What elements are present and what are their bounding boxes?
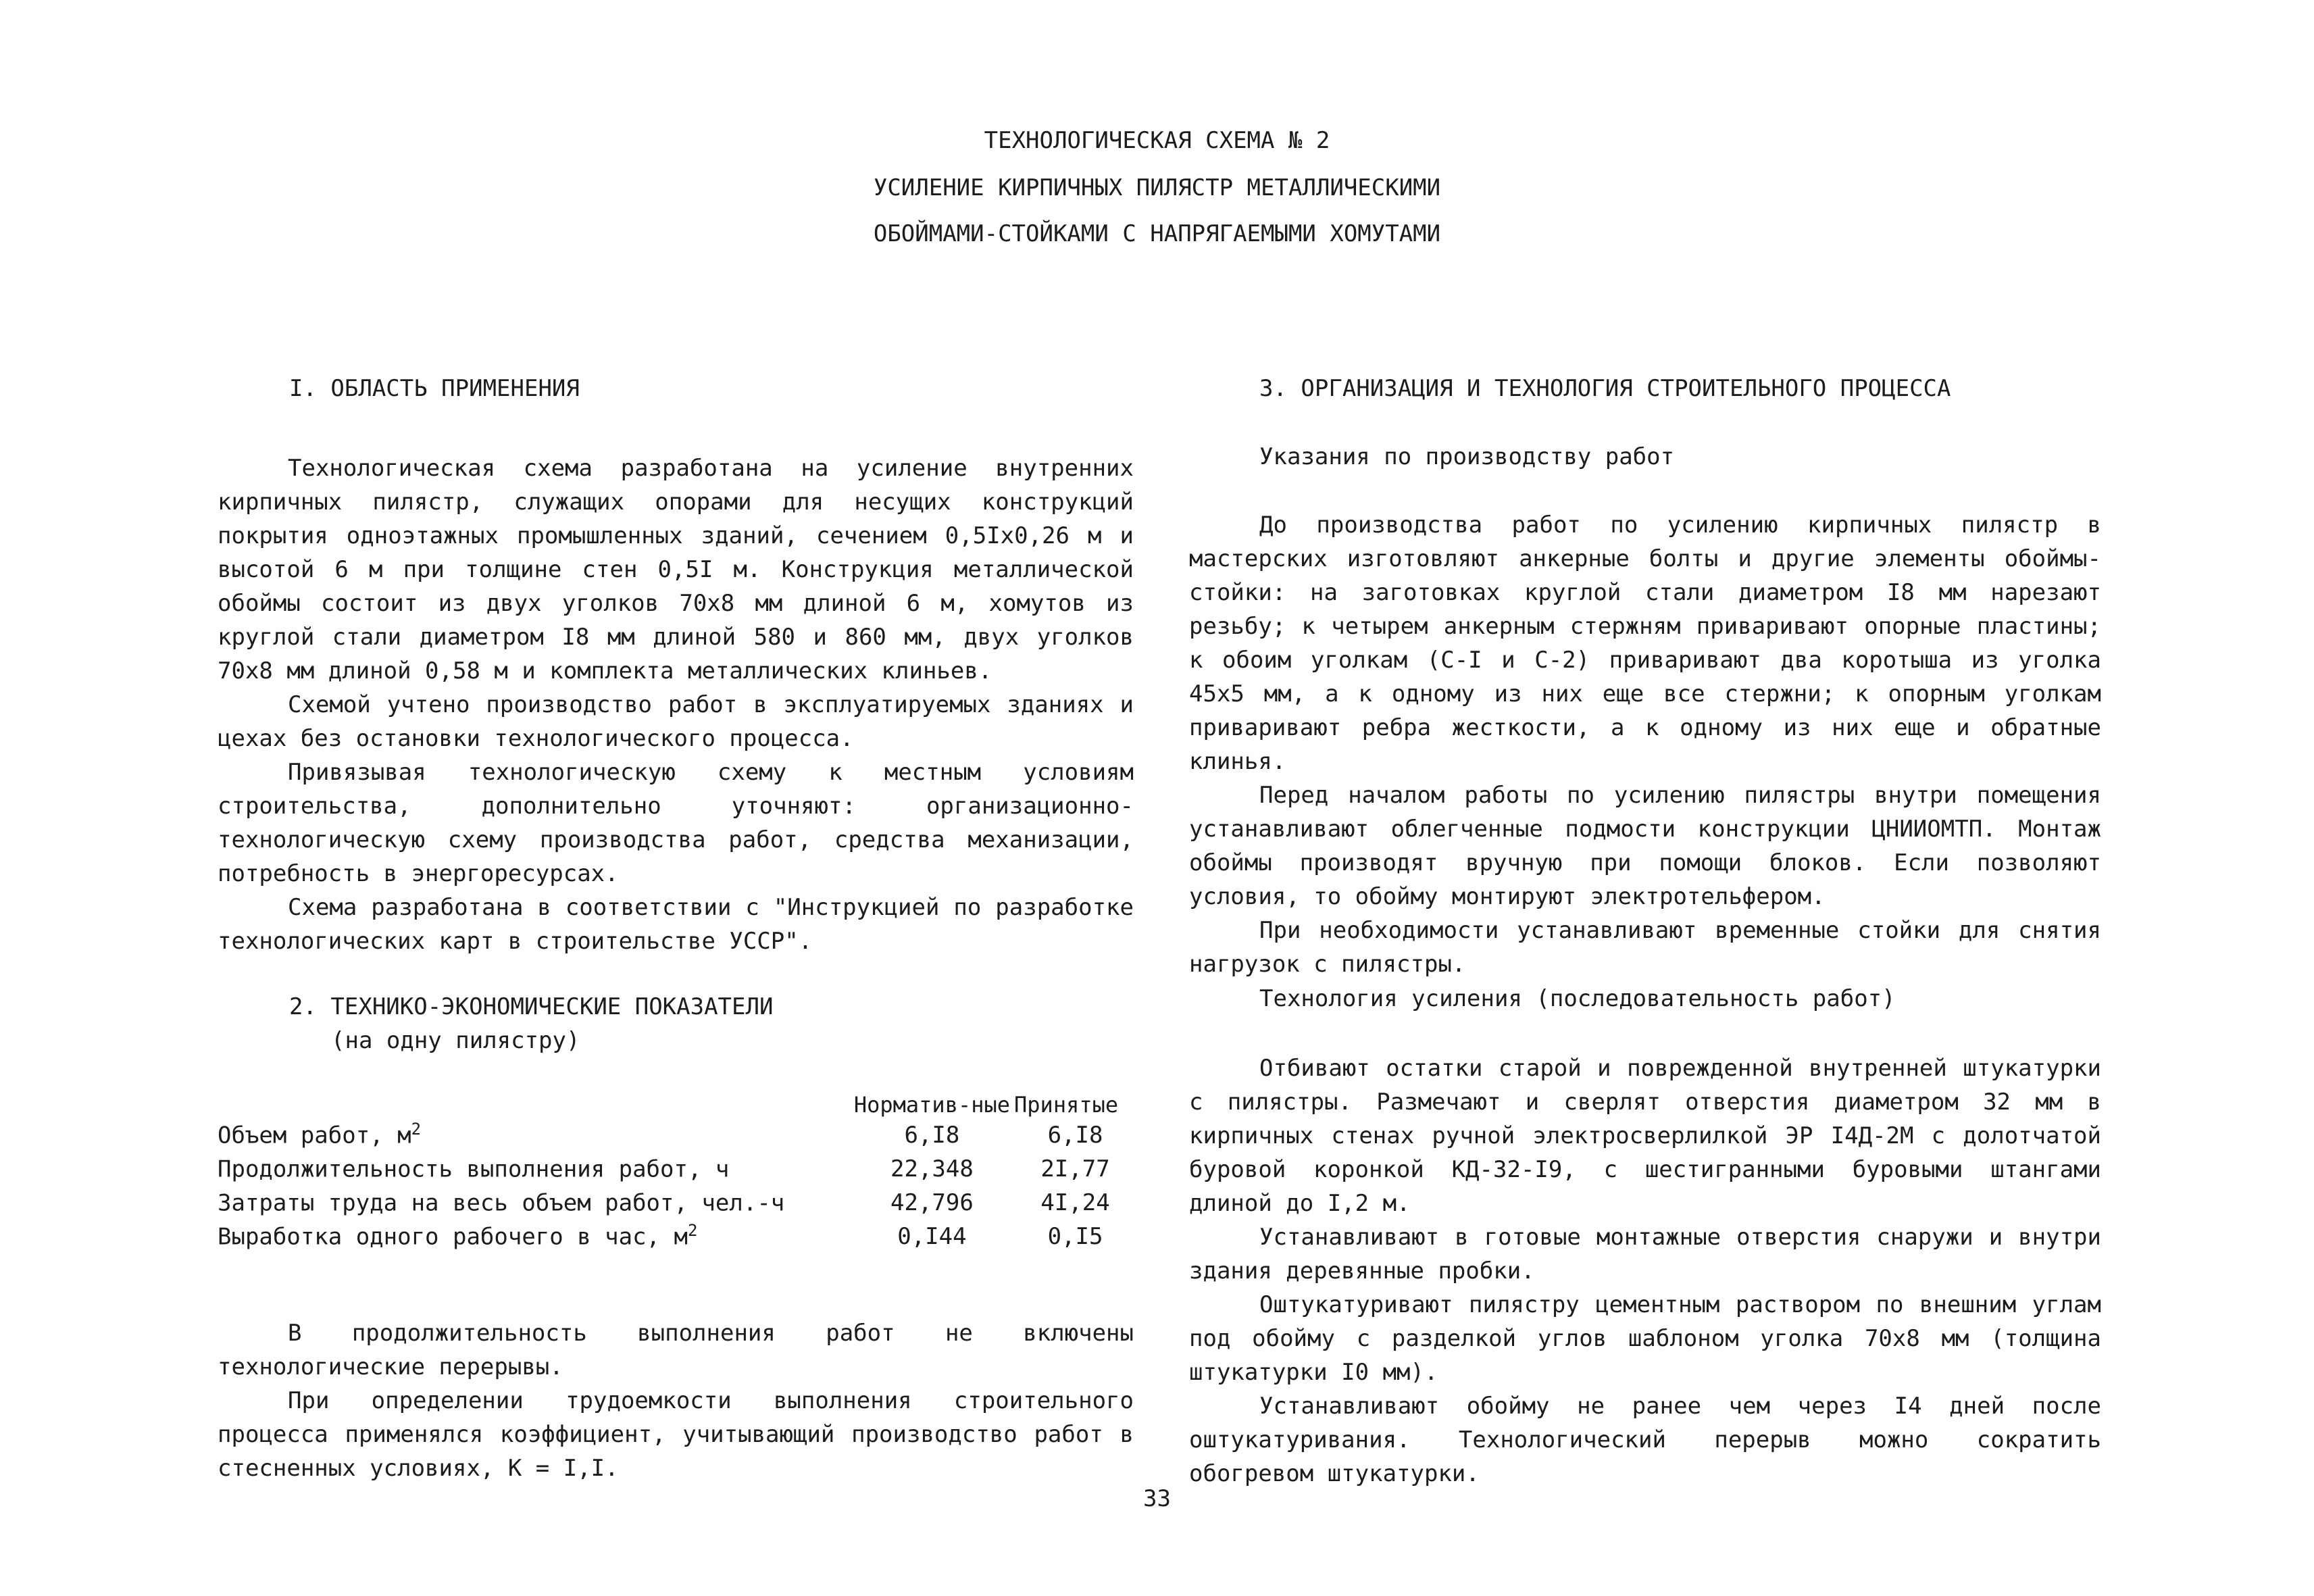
- section-2-subheading: (на одну пилястру): [331, 1027, 580, 1054]
- row-accepted-value: 0,I5: [1047, 1223, 1103, 1250]
- row-label-superscript: 2: [411, 1119, 422, 1139]
- subheading-work-instructions: Указания по производству работ: [1259, 443, 1675, 470]
- row-normative-value: 22,348: [890, 1155, 974, 1182]
- column-header-accepted: Принятые: [1014, 1092, 1119, 1118]
- row-normative-value: 0,I44: [897, 1223, 967, 1250]
- indicators-table: [218, 1092, 1140, 1250]
- right-column-body-2: [1189, 1051, 2101, 1491]
- left-paragraph-6: При определении трудоемкости выполнения строительного процесса применялся коэффициент, учитывающий производство работ в стесненных условиях, К = I,I.: [218, 1387, 1134, 1482]
- table-row: [218, 1149, 1140, 1182]
- row-label: Затраты труда на весь объем работ, чел.-ч: [218, 1189, 785, 1216]
- right-paragraph-6: Оштукатуривают пилястру цементным раствором по внешним углам под обойму с разделкой углов шаблоном уголка 70х8 мм (толщина штукатурки I0 мм).: [1189, 1291, 2101, 1386]
- row-label-superscript: 2: [687, 1220, 698, 1240]
- right-column-body-1: [1189, 508, 2101, 981]
- left-paragraph-2: Схемой учтено производство работ в эксплуатируемых зданиях и цехах без остановки технологического процесса.: [218, 691, 1134, 752]
- row-accepted-value: 6,I8: [1047, 1122, 1103, 1149]
- scheme-title: ТЕХНОЛОГИЧЕСКАЯ СХЕМА № 2: [984, 127, 1330, 154]
- left-column-footer: [218, 1316, 1134, 1485]
- left-paragraph-4: Схема разработана в соответствии с "Инструкцией по разработке технологических карт в строительстве УССР".: [218, 894, 1134, 955]
- page-number: 33: [1143, 1485, 1171, 1512]
- right-paragraph-5: Устанавливают в готовые монтажные отверстия снаружи и внутри здания деревянные пробки.: [1189, 1224, 2101, 1285]
- table-row: [218, 1182, 1140, 1216]
- table-row: [218, 1115, 1140, 1149]
- left-paragraph-1: Технологическая схема разработана на усиление внутренних кирпичных пилястр, служащих опорами для несущих конструкций покрытия одноэтажных промышленных зданий, сечением 0,5Iх0,26 м и высотой 6 м при толщине стен 0,5I м. Конструкция металлической обоймы состоит из двух уголков 70х8 мм длиной 6 м, хомутов из круглой стали диаметром I8 мм длиной 580 и 860 мм, двух уголков 70х8 мм длиной 0,58 м и комплекта металлических клиньев.: [218, 455, 1134, 684]
- section-1-heading: I. ОБЛАСТЬ ПРИМЕНЕНИЯ: [289, 375, 580, 402]
- right-paragraph-2: Перед началом работы по усилению пилястры внутри помещения устанавливают облегченные подмости конструкции ЦНИИОМТП. Монтаж обоймы производят вручную при помощи блоков. Если позволяют условия, то обойму монтируют электротельфером.: [1189, 782, 2101, 910]
- scheme-subtitle-2: ОБОЙМАМИ-СТОЙКАМИ С НАПРЯГАЕМЫМИ ХОМУТАМИ: [873, 220, 1441, 247]
- row-normative-value: 6,I8: [904, 1122, 960, 1149]
- right-paragraph-7: Устанавливают обойму не ранее чем через I4 дней после оштукатуривания. Технологический перерыв можно сократить обогревом штукатурки.: [1189, 1393, 2101, 1487]
- row-label: Выработка одного рабочего в час, м: [218, 1223, 688, 1250]
- scheme-subtitle-1: УСИЛЕНИЕ КИРПИЧНЫХ ПИЛЯСТР МЕТАЛЛИЧЕСКИМИ: [873, 174, 1441, 201]
- section-3-heading: 3. ОРГАНИЗАЦИЯ И ТЕХНОЛОГИЯ СТРОИТЕЛЬНОГО ПРОЦЕССА: [1259, 375, 1951, 402]
- right-paragraph-1: До производства работ по усилению кирпичных пилястр в мастерских изготовляют анкерные болты и другие элементы обоймы-стойки: на заготовках круглой стали диаметром I8 мм нарезают резьбу; к четырем анкерным стержням приваривают опорные пластины; к обоим уголкам (С-I и С-2) приваривают два коротыша из уголка 45х5 мм, а к одному из них еще все стержни; к опорным уголкам приваривают ребра жесткости, а к одному из них еще и обратные клинья.: [1189, 512, 2101, 775]
- subheading-reinforcement-technology: Технология усиления (последовательность работ): [1259, 985, 1896, 1012]
- table-row: [218, 1216, 1140, 1250]
- right-paragraph-4: Отбивают остатки старой и поврежденной внутренней штукатурки с пилястры. Размечают и сверлят отверстия диаметром 32 мм в кирпичных стенах ручной электросверлилкой ЭР I4Д-2М с долотчатой буровой коронкой КД-32-I9, с шестигранными буровыми штангами длиной до I,2 м.: [1189, 1055, 2101, 1217]
- right-paragraph-3: При необходимости устанавливают временные стойки для снятия нагрузок с пилястры.: [1189, 917, 2101, 978]
- table-header-row: [218, 1095, 1140, 1115]
- section-2-heading: 2. ТЕХНИКО-ЭКОНОМИЧЕСКИЕ ПОКАЗАТЕЛИ: [289, 993, 774, 1020]
- left-paragraph-5: В продолжительность выполнения работ не включены технологические перерывы.: [218, 1320, 1134, 1380]
- row-label: Продолжительность выполнения работ, ч: [218, 1155, 730, 1182]
- row-label: Объем работ, м: [218, 1122, 411, 1149]
- row-normative-value: 42,796: [890, 1189, 974, 1216]
- left-paragraph-3: Привязывая технологическую схему к местным условиям строительства, дополнительно уточняют: организационно-технологическую схему производства работ, средства механизации, потребность в энергоресурсах.: [218, 759, 1134, 887]
- row-accepted-value: 2I,77: [1040, 1155, 1110, 1182]
- row-accepted-value: 4I,24: [1040, 1189, 1110, 1216]
- left-column-body: [218, 451, 1134, 958]
- column-header-normative: Норматив-ные: [853, 1092, 1011, 1118]
